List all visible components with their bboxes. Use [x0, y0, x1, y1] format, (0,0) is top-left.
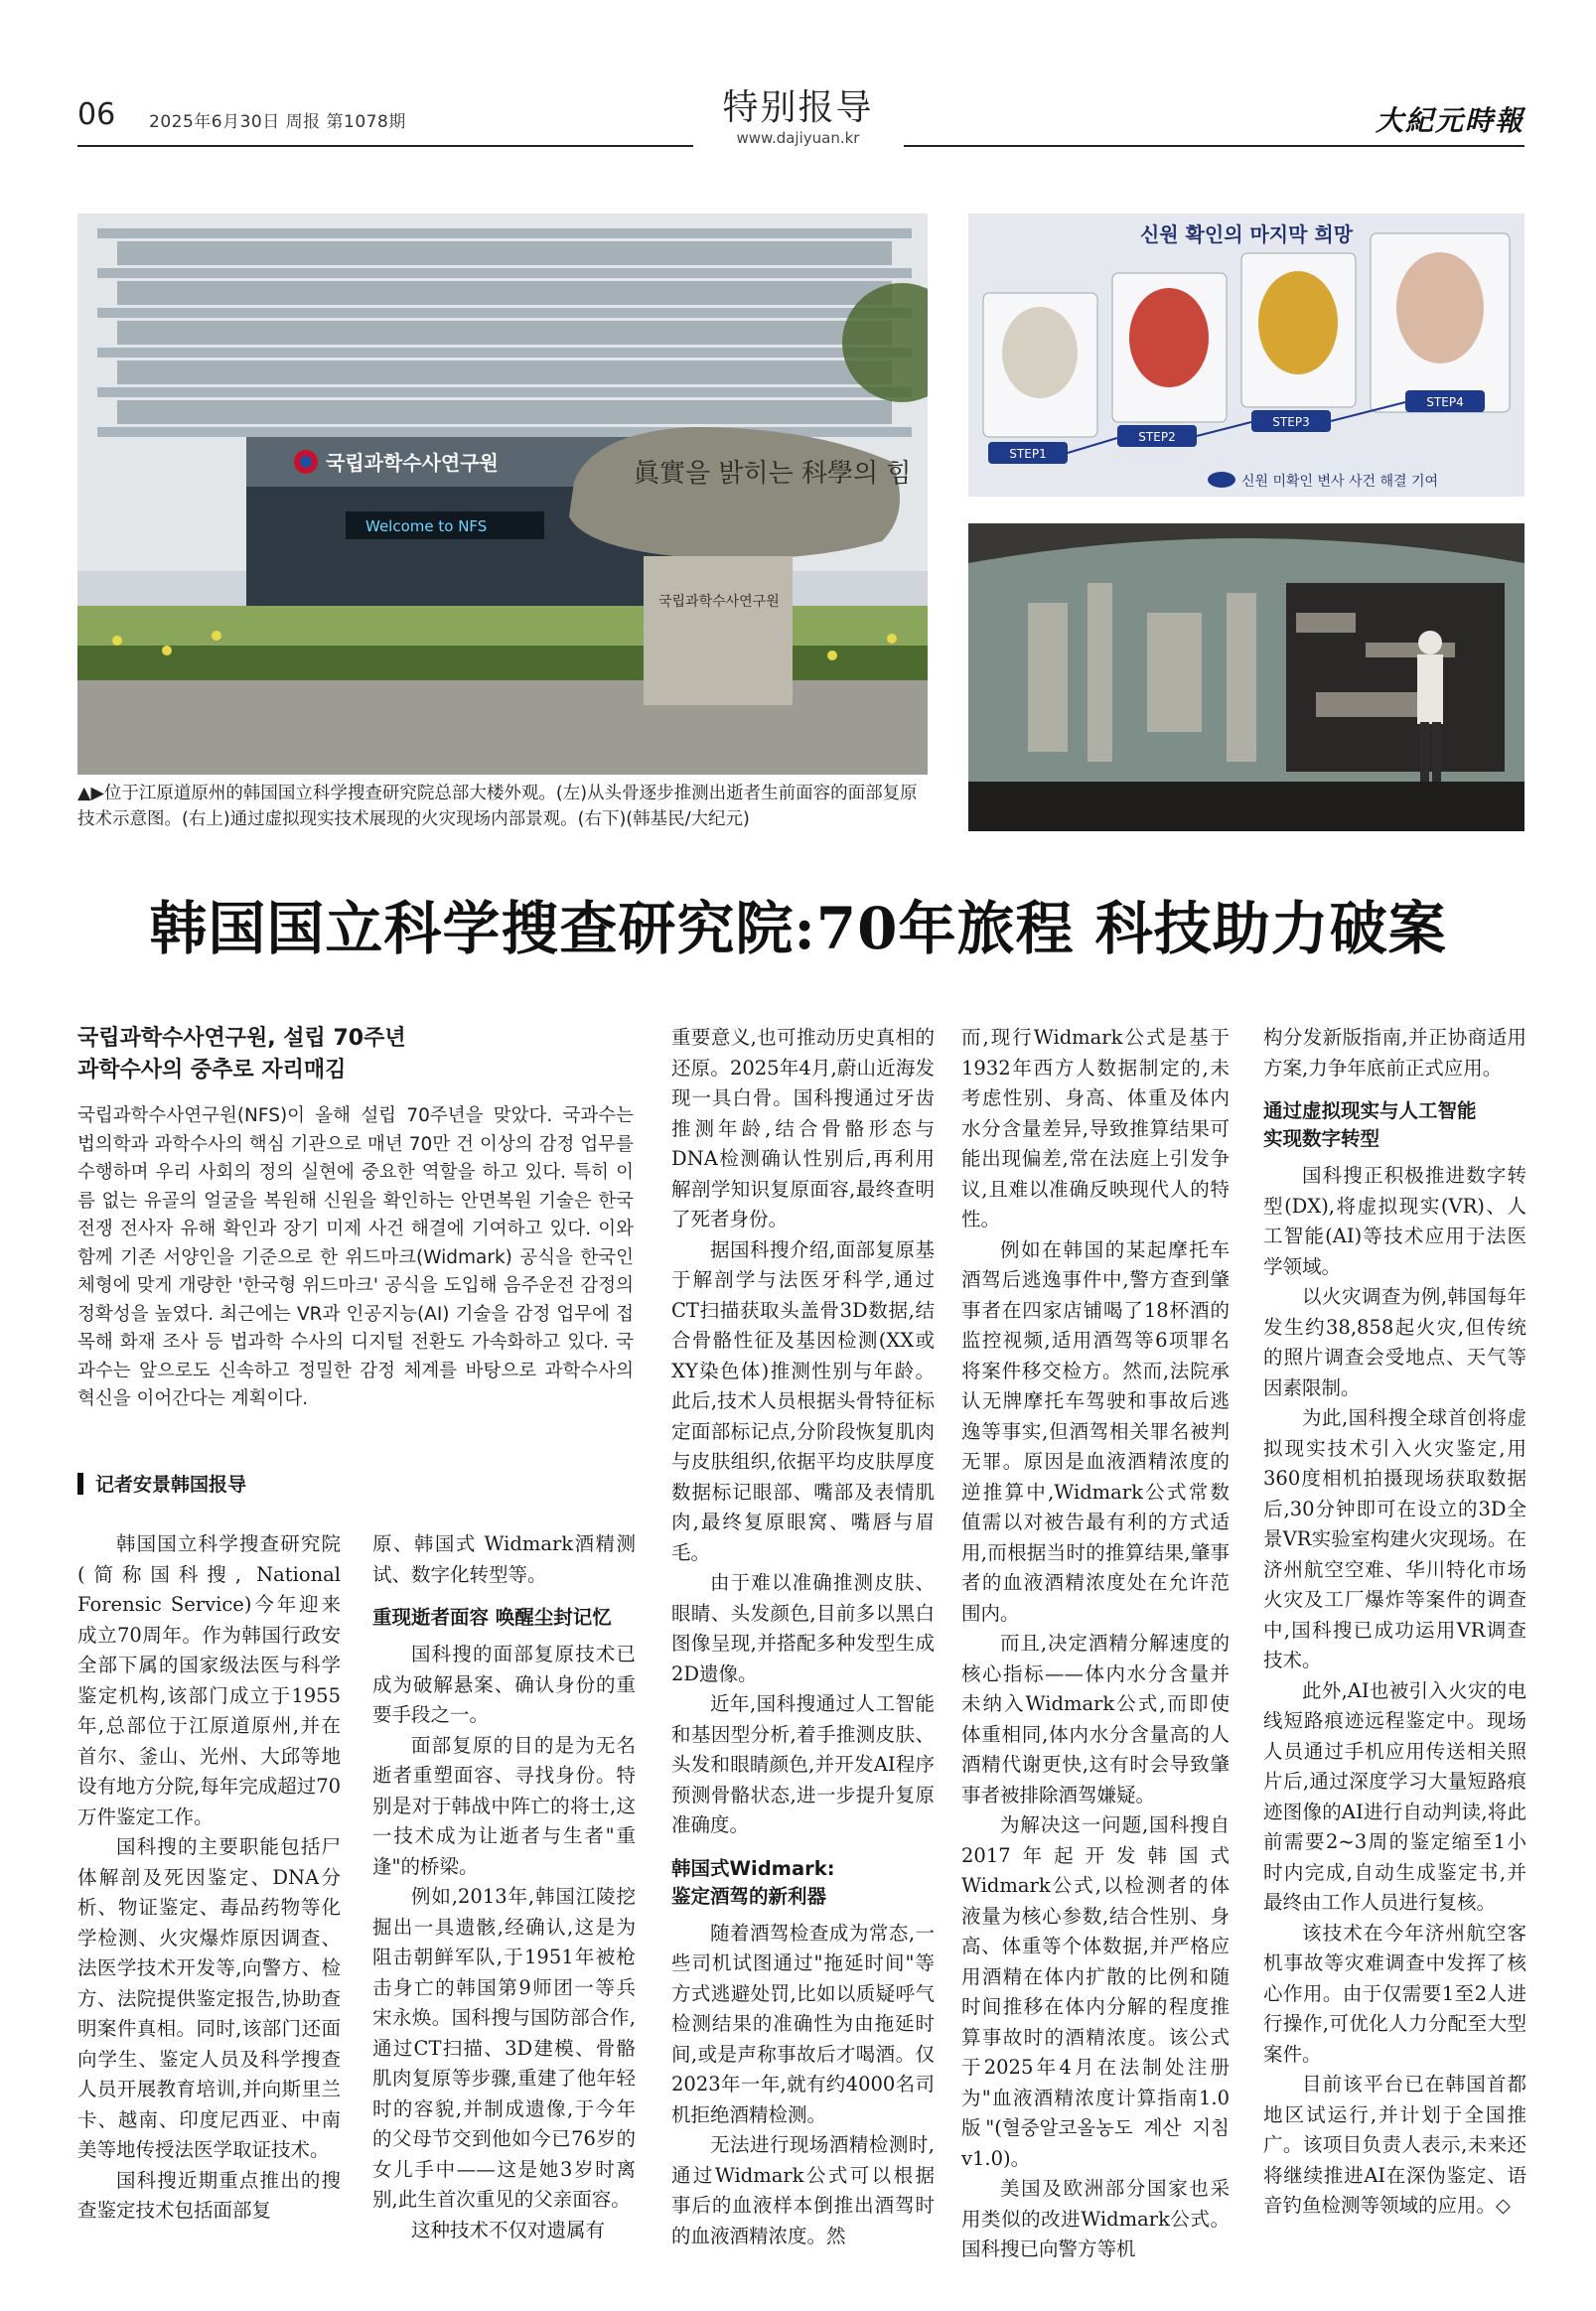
- paragraph: 以火灾调查为例,韩国每年发生约38,858起火灾,但传统的照片调查会受地点、天气等因素限制。: [1263, 1285, 1526, 1399]
- stone-inscription: 眞實을 밝히는 科學의 힘: [634, 459, 912, 489]
- header-rule-left: [77, 145, 693, 147]
- masthead-logo: 大紀元時報: [1375, 104, 1524, 137]
- paragraph: 例如,2013年,韩国江陵挖掘出一具遗骸,经确认,这是为阻击朝鲜军队,于1951年被枪击身亡的韩国第9师团一等兵宋永焕。国科搜与国防部合作,通过CT扫描、3D建模、骨骼肌肉复原等步骤,重建了他年轻时的容貌,并制成遗像,于今年的父母节交到他如今已76岁的女儿手中——这是她3岁时离别,此生首次重见的父亲面容。: [372, 1885, 636, 2211]
- paragraph: 例如在韩国的某起摩托车酒驾后逃逸事件中,警方查到肇事者在四家店铺喝了18杯酒的监控视频,适用酒驾等6项罪名将案件移交检方。然而,法院承认无牌摩托车驾驶和事故后逃逸等事实,但酒驾相关罪名被判无罪。原因是血液酒精浓度的逆推算中,Widmark公式常数值需以对被告最有利的方式适用,而根据当时的推算结果,肇事者的血液酒精浓度处在允许范围内。: [961, 1237, 1230, 1625]
- paragraph: 国科搜近期重点推出的搜查鉴定技术包括面部复: [77, 2168, 341, 2222]
- paragraph: 重要意义,也可推动历史真相的还原。2025年4月,蔚山近海发现一具白骨。国科搜通过牙齿推测年龄,结合骨骼形态与DNA检测确认性别后,再利用解剖学知识复原面容,最终查明了死者身份。: [671, 1026, 935, 1230]
- paragraph: 原、韩国式 Widmark酒精测试、数字化转型等。: [372, 1532, 636, 1586]
- paragraph: 构分发新版指南,并正协商适用方案,力争年底前正式应用。: [1263, 1026, 1526, 1080]
- building-sign: 국립과학수사연구원: [326, 451, 499, 475]
- welcome-led-sign: Welcome to NFS: [365, 517, 488, 535]
- byline-bar-icon: [77, 1473, 83, 1495]
- vr-scene-illustration: [968, 523, 1524, 831]
- subheading-digital-transformation: [1263, 1097, 1526, 1153]
- step2-label: STEP2: [1138, 430, 1176, 444]
- paragraph: 目前该平台已在韩国首都地区试运行,并计划于全国推广。该项目负责人表示,未来还将继续推进AI在深伪鉴定、语音钓鱼检测等领域的应用。◇: [1263, 2073, 1526, 2217]
- article-column-1: [77, 1529, 341, 2227]
- photo-caption: ▲▶位于江原道原州的韩国国立科学搜查研究院总部大楼外观。(左)从头骨逐步推测出逝者生前面容的面部复原技术示意图。(右上)通过虚拟现实技术展现的火灾现场内部景观。(右下)(韩基民/大纪元): [77, 784, 918, 829]
- korean-summary: 국립과학수사연구원(NFS)이 올해 설립 70주년을 맞았다. 국과수는 법의학과 과학수사의 핵심 기관으로 매년 70만 건 이상의 감정 업무를 수행하며 우리 사회의 정의 실현에 중요한 역할을 하고 있다. 특히 이름 없는 유골의 얼굴을 복원해 신원을 확인하는 안면복원 기술은 한국전쟁 전사자 유해 확인과 장기 미제 사건 해결에 기여하고 있다. 이와 함께 기존 서양인을 기준으로 한 위드마크(Widmark) 공식을 한국인 체형에 맞게 개량한 '한국형 위드마크' 공식을 도입해 음주운전 감정의 정확성을 높였다. 최근에는 VR과 인공지능(AI) 기술을 감정 업무에 접목해 화재 조사 등 법과학 수사의 디지털 전환도 가속화하고 있다. 국과수는 앞으로도 신속하고 정밀한 감정 체계를 바탕으로 과학수사의 혁신을 이어간다는 계획이다.: [77, 1105, 634, 1409]
- paragraph: 此外,AI也被引入火灾的电线短路痕迹远程鉴定中。现场人员通过手机应用传送相关照片后,通过深度学习大量短路痕迹图像的AI进行自动判读,将此前需要2~3周的鉴定缩至1小时内完成,自动生成鉴定书,并最终由工作人员进行复核。: [1263, 1678, 1526, 1914]
- face-portrait-icon: [1396, 252, 1484, 363]
- photo-vr-fire-scene: [968, 523, 1524, 831]
- article-column-3: [671, 1023, 935, 2251]
- paragraph: 据国科搜介绍,面部复原基于解剖学与法医牙科学,通过CT扫描获取头盖骨3D数据,结合骨骼性征及基因检测(XX或XY染色体)推测性别与年龄。此后,技术人员根据头骨特征标定面部标记点,分阶段恢复肌肉与皮肤组织,依据平均皮肤厚度数据标记眼部、嘴部及表情肌肉,最终复原眼窝、嘴唇与眉毛。: [671, 1237, 935, 1564]
- paragraph: 该技术在今年济州航空客机事故等灾难调查中发挥了核心作用。由于仅需要1至2人进行操作,可优化人力分配至大型案件。: [1263, 1921, 1526, 2066]
- clay-head-icon: [1258, 271, 1338, 374]
- paragraph: 而,现行Widmark公式是基于1932年西方人数据制定的,未考虑性别、身高、体重及体内水分含量差异,导致推算结果可能出现偏差,常在法庭上引发争议,且难以准确反映现代人的特性。: [961, 1026, 1230, 1230]
- headline: 韩国国立科学搜查研究院:70年旅程 科技助力破案: [149, 895, 1447, 962]
- building-illustration: [77, 214, 928, 775]
- paragraph: 为此,国科搜全球首创将虚拟现实技术引入火灾鉴定,用360度相机拍摄现场获取数据后,30分钟即可在设立的3D全景VR实验室构建火灾现场。在济州航空空难、华川特化市场火灾及工厂爆炸等案件的调查中,国科搜已成功运用VR调查技术。: [1263, 1406, 1526, 1671]
- person-icon: [1418, 631, 1442, 654]
- article-column-4: [961, 1023, 1230, 2265]
- page-number: 06: [77, 97, 116, 132]
- paragraph: 韩国国立科学搜查研究院(简称国科搜, National Forensic Service)今年迎来成立70周年。作为韩国行政安全部下属的国家级法医与科学鉴定机构,该部门成立于1955年,总部位于江原道原州,并在首尔、釜山、光州、大邱等地设有地方分院,每年完成超过70万件鉴定工作。: [77, 1532, 342, 1828]
- subheading-facial-reconstruction: 重现逝者面容 唤醒尘封记忆: [372, 1606, 612, 1629]
- header-rule-right: [904, 145, 1524, 147]
- photo-facial-reconstruction-steps: [968, 214, 1524, 497]
- paragraph: 而且,决定酒精分解速度的核心指标——体内水分含量并未纳入Widmark公式,而即使体重相同,体内水分含量高的人酒精代谢更快,这有时会导致肇事者被排除酒驾嫌疑。: [961, 1632, 1230, 1806]
- step1-label: STEP1: [1009, 447, 1047, 461]
- article-column-5: [1263, 1023, 1526, 2222]
- step4-label: STEP4: [1426, 395, 1464, 409]
- section-title: 特别报导: [722, 87, 874, 128]
- paragraph: 面部复原的目的是为无名逝者重塑面容、寻找身份。特别是对于韩战中阵亡的将士,这一技术成为让逝者与生者"重逢"的桥梁。: [372, 1733, 636, 1878]
- subheading-dx-line2: 实现数字转型: [1263, 1127, 1380, 1150]
- paragraph: 国科搜的主要职能包括尸体解剖及死因鉴定、DNA分析、物证鉴定、毒品药物等化学检测、火灾爆炸原因调查、法医学技术开发等,向警方、检方、法院提供鉴定报告,协助查明案件真相。同时,该部门还面向学生、鉴定人员及科学搜查人员开展教育培训,并向斯里兰卡、越南、印度尼西亚、中南美等地传授法医学取证技术。: [77, 1835, 341, 2161]
- byline-text: 记者安景韩国报导: [95, 1474, 247, 1496]
- paragraph: 国科搜正积极推进数字转型(DX),将虚拟现实(VR)、人工智能(AI)等技术应用于法医学领域。: [1263, 1164, 1526, 1278]
- paragraph: 美国及欧洲部分国家也采用类似的改进Widmark公式。国科搜已向警方等机: [961, 2177, 1230, 2260]
- step3-label: STEP3: [1272, 415, 1310, 429]
- subheading-widmark-line2: 鉴定酒驾的新利器: [671, 1884, 827, 1908]
- korean-subhead: [77, 1023, 634, 1086]
- byline: [77, 1470, 246, 1497]
- skull-icon: [1002, 307, 1078, 398]
- steps-title: 신원 확인의 마지막 희망: [1139, 222, 1354, 246]
- subheading-widmark-line1: 韩国式Widmark:: [671, 1856, 835, 1880]
- article-column-2: [372, 1529, 636, 2245]
- subheading-widmark: [671, 1855, 935, 1911]
- paragraph: 国科搜的面部复原技术已成为破解悬案、确认身份的重要手段之一。: [372, 1643, 636, 1726]
- issue-date: 2025年6月30日 周报 第1078期: [149, 112, 406, 132]
- korean-subhead-line1: 국립과학수사연구원, 설립 70주년: [77, 1026, 406, 1051]
- paragraph: 由于难以准确推测皮肤、眼睛、头发颜色,目前多以黑白图像呈现,并搭配多种发型生成2D遗像。: [671, 1571, 935, 1685]
- site-url[interactable]: www.dajiyuan.kr: [736, 129, 860, 147]
- paragraph: 近年,国科搜通过人工智能和基因型分析,着手推测皮肤、头发和眼睛颜色,并开发AI程序预测骨骼状态,进一步提升复原准确度。: [671, 1692, 935, 1836]
- stone-plate-text: 국립과학수사연구원: [658, 594, 780, 610]
- muscle-head-icon: [1129, 288, 1209, 387]
- subheading-dx-line1: 通过虚拟现实与人工智能: [1263, 1099, 1477, 1122]
- korean-subhead-line2: 과학수사의 중추로 자리매김: [77, 1058, 347, 1083]
- reconstruction-diagram: [968, 214, 1524, 497]
- paragraph: 为解决这一问题,国科搜自2017年起开发韩国式Widmark公式,以检测者的体液量为核心参数,结合性别、身高、体重等个体数据,并严格应用酒精在体内扩散的比例和随时间推移在体内分解的程度推算事故时的酒精浓度。该公式于2025年4月在法制处注册为"血液酒精浓度计算指南1.0版"(혈중알코올농도 계산 지침 v1.0)。: [961, 1813, 1230, 2170]
- paragraph: 无法进行现场酒精检测时,通过Widmark公式可以根据事后的血液样本倒推出酒驾时的血液酒精浓度。然: [671, 2133, 935, 2247]
- paragraph: 随着酒驾检查成为常态,一些司机试图通过"拖延时间"等方式逃避处罚,比如以质疑呼气检测结果的准确性为由拖延时间,或是声称事故后才喝酒。仅2023年一年,就有约4000名司机拒绝酒精检测。: [671, 1921, 935, 2126]
- photo-nfs-headquarters: [77, 214, 928, 775]
- steps-footer: 신원 미확인 변사 사건 해결 기여: [1241, 474, 1439, 490]
- paragraph: 这种技术不仅对遗属有: [411, 2218, 606, 2241]
